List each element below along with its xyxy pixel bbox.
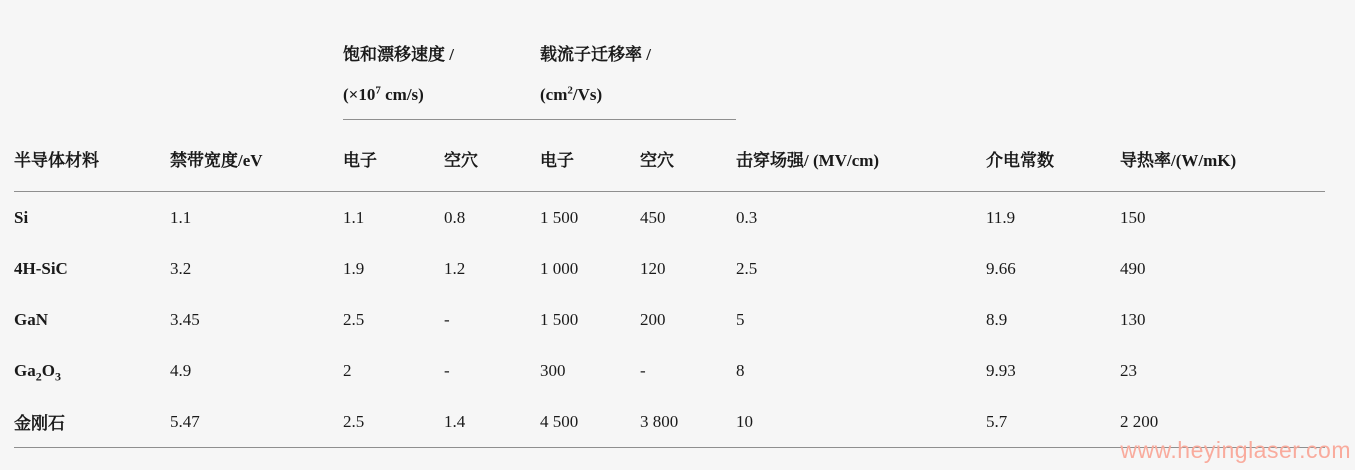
material-cell: $Ga_2O_3$ [14,360,61,383]
value-cell: 0.8 [444,207,466,227]
column-header-breakdown-field: 击穿场强/ (MV/cm) [736,120,986,192]
column-header-hole-mobility: 空穴 [640,120,736,192]
material-cell: Si [14,207,29,227]
value-cell: - [444,360,450,380]
value-cell: - [640,360,646,380]
value-cell: - [444,309,450,329]
group-header-saturation-drift-velocity [343,35,540,120]
column-header-material: 半导体材料 [14,120,170,192]
value-cell: 450 [640,207,666,227]
value-cell: 1.1 [170,207,192,227]
value-cell: 3 800 [640,396,736,448]
value-cell: 2 [343,360,352,380]
value-cell: 3.45 [170,309,200,329]
table-row [14,192,1325,244]
table-body [14,192,1325,448]
group-header-carrier-mobility [540,35,736,120]
column-header-thermal-conductivity: 导热率/(W/mK) [1120,120,1325,192]
value-cell: 11.9 [986,207,1016,227]
column-header-dielectric-constant: 介电常数 [986,120,1120,192]
value-cell: 1.2 [444,258,466,278]
table-row [14,243,1325,294]
value-cell: 300 [540,360,566,380]
group-unit: $(cm^2/Vs)$ [540,84,603,104]
value-cell: 1.1 [343,207,365,227]
value-cell: 2.5 [736,258,758,278]
value-cell: 0.3 [736,207,758,227]
column-header-hole-velocity: 空穴 [444,120,540,192]
value-cell: 5 [736,309,745,329]
value-cell: 23 [1120,360,1138,380]
value-cell: 2.5 [343,396,444,448]
group-header-spacer-right [736,35,1325,120]
value-cell: 150 [1120,207,1146,227]
group-title: 载流子迁移率 / [540,45,651,64]
column-header-row [14,120,1325,192]
watermark: www.heyinglaser.com [1120,437,1351,463]
value-cell: 8 [736,360,745,380]
column-header-electron-mobility: 电子 [540,120,640,192]
value-cell: 120 [640,258,666,278]
value-cell: 130 [1120,309,1146,329]
value-cell: 1 500 [540,207,579,227]
column-header-electron-velocity: 电子 [343,120,444,192]
group-unit: ($\times 10^7$ cm/s) [343,84,424,104]
column-header-bandgap: 禁带宽度/eV [170,120,343,192]
material-cell: 4H-SiC [14,258,68,278]
value-cell: 1.4 [444,396,540,448]
value-cell: 1 500 [540,309,579,329]
value-cell: 9.66 [986,258,1016,278]
value-cell: 4.9 [170,360,192,380]
semiconductor-properties-table [14,35,1325,448]
table-row [14,294,1325,345]
value-cell: 5.7 [986,396,1120,448]
value-cell: 1 000 [540,258,579,278]
table-row [14,345,1325,396]
value-cell: 9.93 [986,360,1016,380]
value-cell: 3.2 [170,258,192,278]
value-cell: 2.5 [343,309,365,329]
value-cell: 10 [736,396,986,448]
value-cell: 490 [1120,258,1146,278]
group-title: 饱和漂移速度 / [343,45,454,64]
group-header-row [14,35,1325,120]
material-cell: 金刚石 [14,396,170,448]
value-cell: 200 [640,309,666,329]
material-cell: GaN [14,309,48,329]
value-cell: 1.9 [343,258,365,278]
value-cell: 8.9 [986,309,1008,329]
value-cell: 5.47 [170,396,343,448]
group-header-spacer-left [14,35,343,120]
value-cell: 2 200 [1120,396,1325,448]
value-cell: 4 500 [540,396,640,448]
